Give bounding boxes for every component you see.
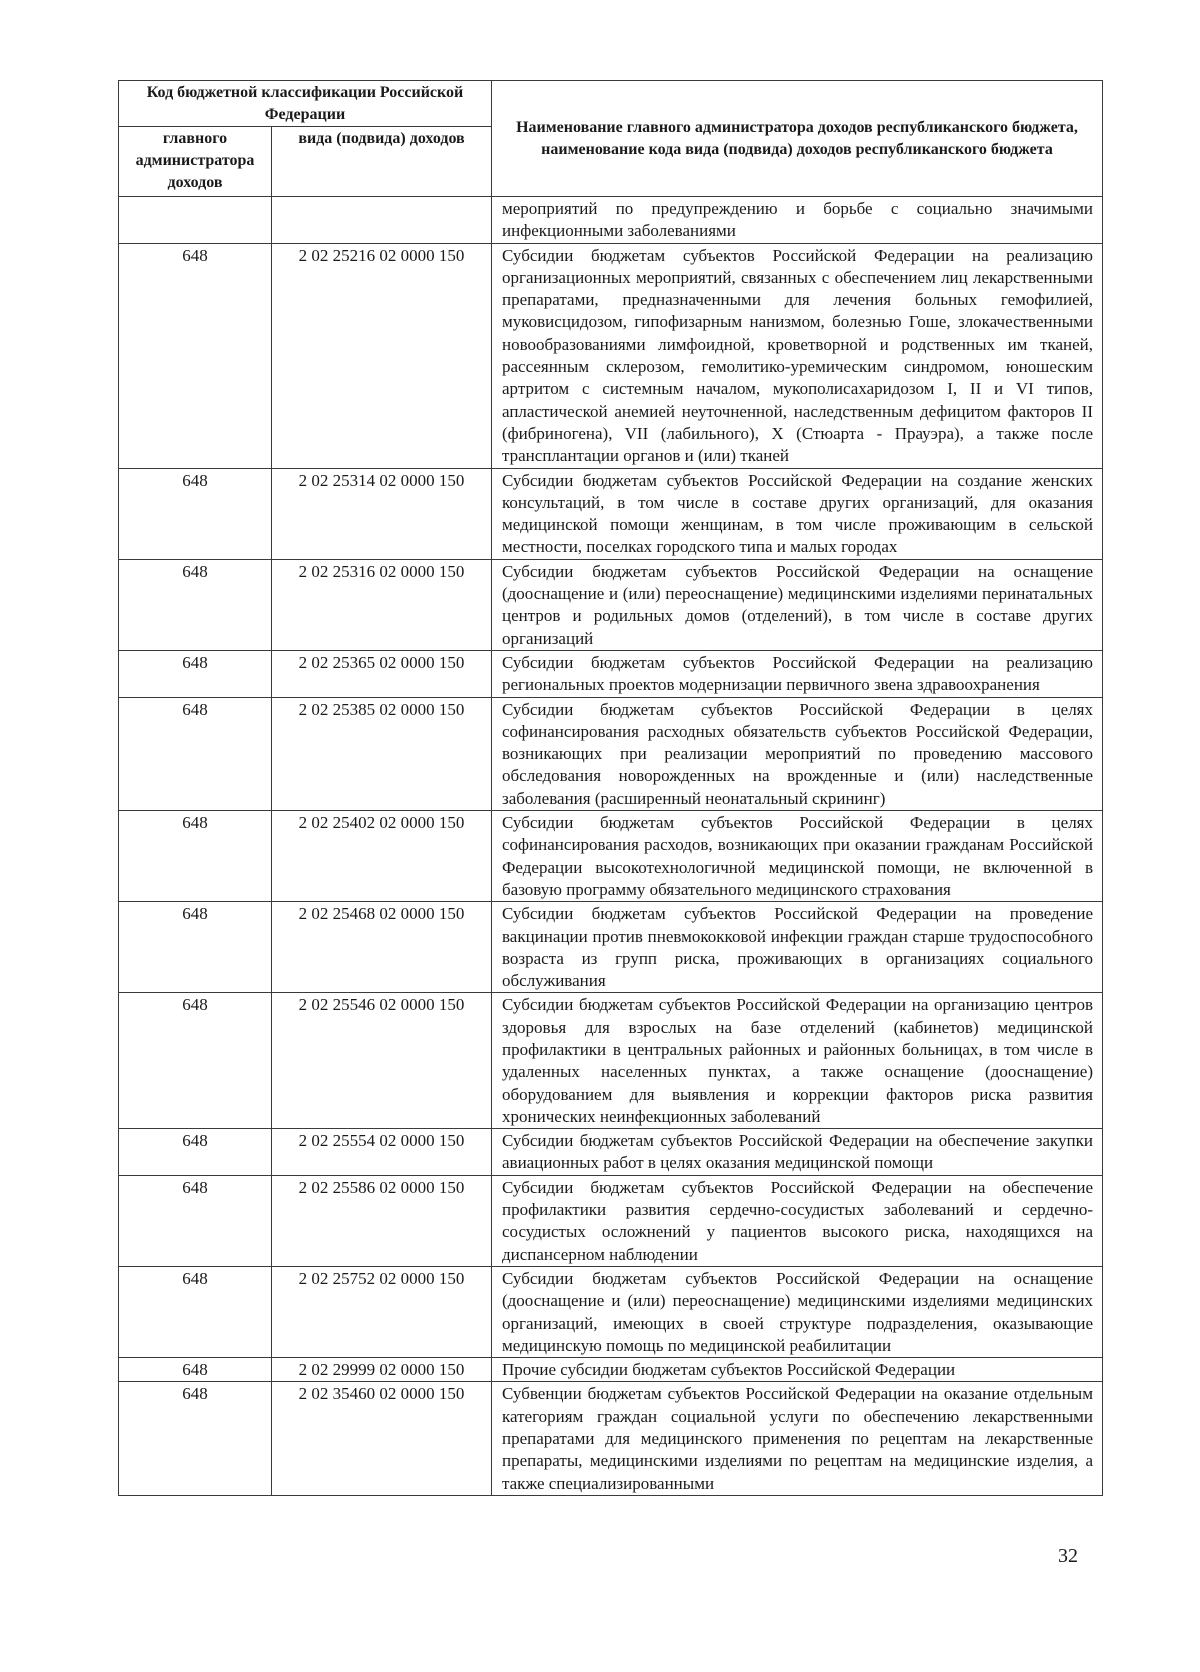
income-code-cell: 2 02 25554 02 0000 150	[272, 1129, 492, 1176]
table-row	[119, 197, 1103, 244]
income-name-cell: Субсидии бюджетам субъектов Российской Федерации на реализацию организационных мероприятий, связанных с обеспечением лиц лекарственными препаратами, предназначенными для лечения больных гемофилией, муковисцидозом, гипофизарным нанизмом, болезнью Гоше, злокачественными новообразованиями лимфоидной, кроветворной и родственных им тканей, рассеянным склерозом, гемолитико-уремическим синдромом, юношеским артритом с системным началом, мукополисахаридозом I, II и VI типов, апластической анемией неуточненной, наследственным дефицитом факторов II (фибриногена), VII (лабильного), X (Стюарта - Прауэра), а также после трансплантации органов и (или) тканей	[492, 243, 1103, 468]
income-code-cell: 2 02 29999 02 0000 150	[272, 1358, 492, 1382]
table-row	[119, 1266, 1103, 1357]
table-row	[119, 1382, 1103, 1495]
admin-code-cell: 648	[119, 1358, 272, 1382]
income-code-cell: 2 02 25385 02 0000 150	[272, 697, 492, 810]
income-name-cell: Субсидии бюджетам субъектов Российской Федерации на оснащение (дооснащение и (или) переоснащение) медицинскими изделиями медицинских организаций, имеющих в своей структуре подразделения, оказывающие медицинскую помощь по медицинской реабилитации	[492, 1266, 1103, 1357]
table-row	[119, 468, 1103, 559]
table-row	[119, 243, 1103, 468]
income-name-cell: Субсидии бюджетам субъектов Российской Федерации на проведение вакцинации против пневмококковой инфекции граждан старше трудоспособного возраста из групп риска, проживающих в организациях социального обслуживания	[492, 902, 1103, 993]
admin-code-cell: 648	[119, 902, 272, 993]
admin-code-cell	[119, 197, 272, 244]
header-group-title: Код бюджетной классификации Российской Федерации	[119, 81, 492, 127]
income-code-cell: 2 02 25468 02 0000 150	[272, 902, 492, 993]
income-name-cell: Субсидии бюджетам субъектов Российской Федерации на обеспечение закупки авиационных работ в целях оказания медицинской помощи	[492, 1129, 1103, 1176]
admin-code-cell: 648	[119, 1382, 272, 1495]
admin-code-cell: 648	[119, 993, 272, 1129]
table-row	[119, 1358, 1103, 1382]
admin-code-cell: 648	[119, 697, 272, 810]
income-code-cell: 2 02 25752 02 0000 150	[272, 1266, 492, 1357]
budget-classification-table	[118, 80, 1103, 1496]
income-name-cell: Субсидии бюджетам субъектов Российской Федерации на создание женских консультаций, в том числе в составе других организаций, для оказания медицинской помощи женщинам, в том числе проживающим в сельской местности, поселках городского типа и малых городах	[492, 468, 1103, 559]
table-row	[119, 902, 1103, 993]
table-row	[119, 650, 1103, 697]
table-body	[119, 197, 1103, 1496]
header-code-column: вида (подвида) доходов	[272, 127, 492, 197]
admin-code-cell: 648	[119, 468, 272, 559]
income-name-cell: Субсидии бюджетам субъектов Российской Федерации на обеспечение профилактики развития сердечно-сосудистых заболеваний и сердечно-сосудистых осложнений у пациентов высокого риска, находящихся на диспансерном наблюдении	[492, 1175, 1103, 1266]
income-code-cell: 2 02 25546 02 0000 150	[272, 993, 492, 1129]
income-code-cell: 2 02 25586 02 0000 150	[272, 1175, 492, 1266]
header-name-column: Наименование главного администратора доходов республиканского бюджета, наименование кода вида (подвида) доходов республиканского бюджета	[492, 81, 1103, 197]
table-row	[119, 811, 1103, 902]
table-row	[119, 697, 1103, 810]
income-name-cell: Субсидии бюджетам субъектов Российской Федерации на организацию центров здоровья для взрослых на базе отделений (кабинетов) медицинской профилактики в центральных районных и районных больницах, в том числе в удаленных населенных пунктах, а также оснащение (дооснащение) оборудованием для выявления и коррекции факторов риска развития хронических неинфекционных заболеваний	[492, 993, 1103, 1129]
income-code-cell: 2 02 25216 02 0000 150	[272, 243, 492, 468]
admin-code-cell: 648	[119, 811, 272, 902]
income-name-cell: Субсидии бюджетам субъектов Российской Федерации на оснащение (дооснащение и (или) переоснащение) медицинскими изделиями перинатальных центров и родильных домов (отделений), в том числе в составе других организаций	[492, 559, 1103, 650]
table-row	[119, 1175, 1103, 1266]
income-code-cell: 2 02 25402 02 0000 150	[272, 811, 492, 902]
income-name-cell: Прочие субсидии бюджетам субъектов Российской Федерации	[492, 1358, 1103, 1382]
table-row	[119, 1129, 1103, 1176]
income-name-cell: мероприятий по предупреждению и борьбе с социально значимыми инфекционными заболеваниями	[492, 197, 1103, 244]
admin-code-cell: 648	[119, 1266, 272, 1357]
table-row	[119, 993, 1103, 1129]
admin-code-cell: 648	[119, 1129, 272, 1176]
page-number: 32	[1058, 1545, 1078, 1567]
income-code-cell: 2 02 25365 02 0000 150	[272, 650, 492, 697]
income-name-cell: Субсидии бюджетам субъектов Российской Федерации на реализацию региональных проектов модернизации первичного звена здравоохранения	[492, 650, 1103, 697]
admin-code-cell: 648	[119, 559, 272, 650]
income-name-cell: Субвенции бюджетам субъектов Российской Федерации на оказание отдельным категориям граждан социальной услуги по обеспечению лекарственными препаратами для медицинского применения по рецептам на лекарственные препараты, медицинскими изделиями по рецептам на медицинские изделия, а также специализированными	[492, 1382, 1103, 1495]
header-admin-column: главного администратора доходов	[119, 127, 272, 197]
income-code-cell: 2 02 25314 02 0000 150	[272, 468, 492, 559]
admin-code-cell: 648	[119, 1175, 272, 1266]
income-name-cell: Субсидии бюджетам субъектов Российской Федерации в целях софинансирования расходов, возникающих при оказании гражданам Российской Федерации высокотехнологичной медицинской помощи, не включенной в базовую программу обязательного медицинского страхования	[492, 811, 1103, 902]
income-code-cell: 2 02 25316 02 0000 150	[272, 559, 492, 650]
income-code-cell	[272, 197, 492, 244]
table-row	[119, 559, 1103, 650]
admin-code-cell: 648	[119, 243, 272, 468]
income-code-cell: 2 02 35460 02 0000 150	[272, 1382, 492, 1495]
admin-code-cell: 648	[119, 650, 272, 697]
income-name-cell: Субсидии бюджетам субъектов Российской Федерации в целях софинансирования расходных обязательств субъектов Российской Федерации, возникающих при реализации мероприятий по проведению массового обследования новорожденных на врожденные и (или) наследственные заболевания (расширенный неонатальный скрининг)	[492, 697, 1103, 810]
